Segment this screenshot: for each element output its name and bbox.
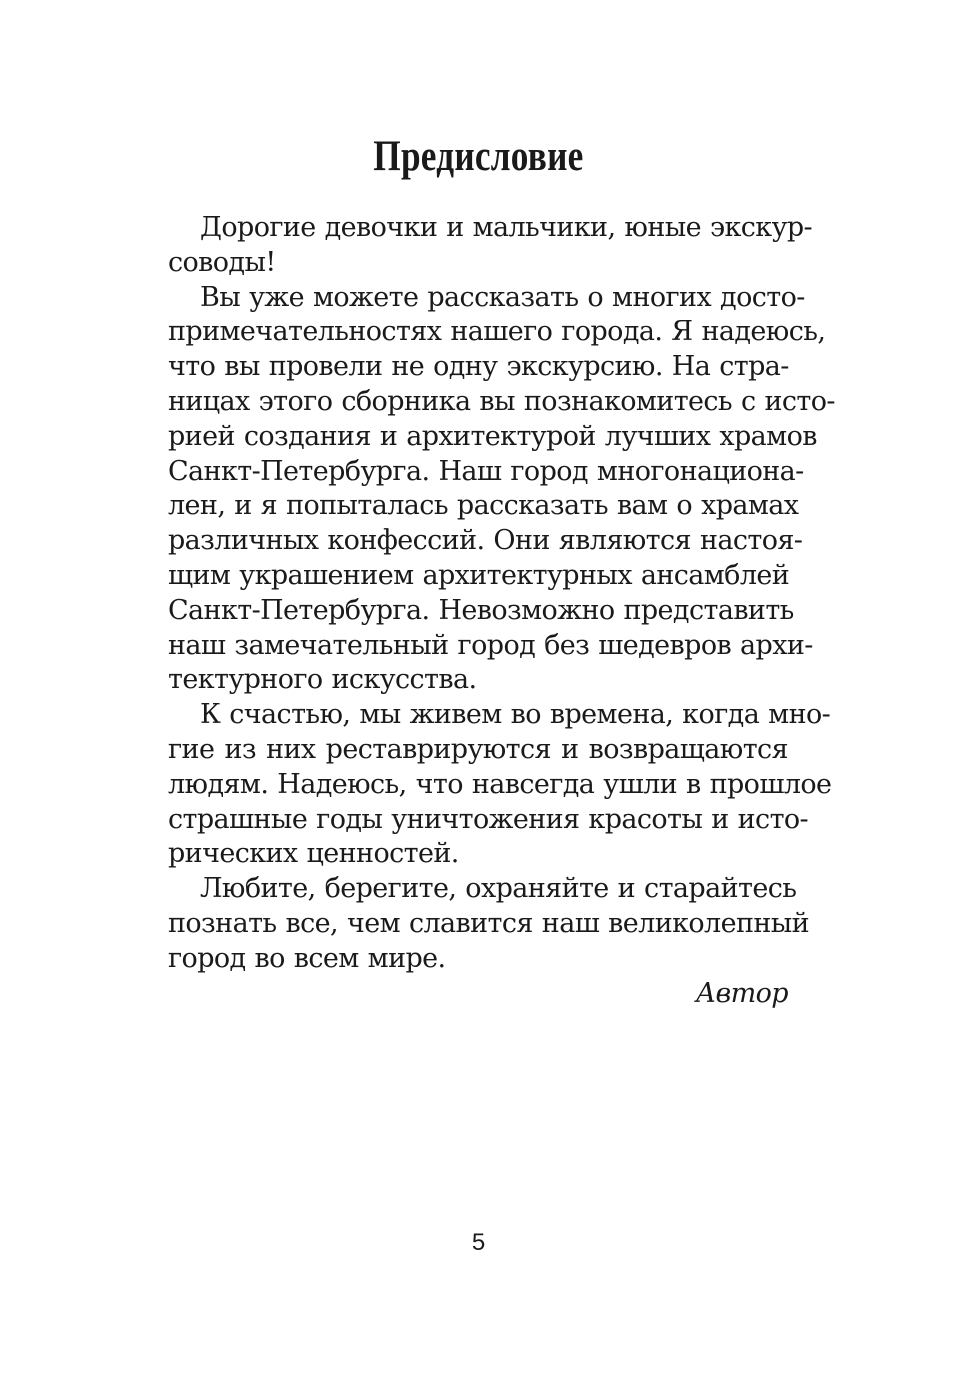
text-line: людям. Надеюсь, что навсегда ушли в прошлое <box>168 768 832 800</box>
text-line: щим украшением архитектурных ансамблей <box>168 559 790 591</box>
text-line: страшные годы уничтожения красоты и исто- <box>168 803 809 835</box>
text-line: рией создания и архитектурой лучших храмов <box>168 420 817 452</box>
text-line: примечательностях нашего города. Я надеюсь, <box>168 316 826 348</box>
text-line: гие из них реставрируются и возвращаются <box>168 733 788 765</box>
text-line: наш замечательный город без шедевров архи- <box>168 629 813 661</box>
text-line: К счастью, мы живем во времена, когда мно- <box>200 699 831 731</box>
preface-text <box>168 211 835 1011</box>
page-number: 5 <box>471 1229 486 1256</box>
text-line: Санкт-Петербурга. Невозможно представить <box>168 594 794 626</box>
page-title: Предисловие <box>373 133 584 180</box>
text-line: Вы уже можете рассказать о многих досто- <box>200 281 805 313</box>
text-line: лен, и я попыталась рассказать вам о храмах <box>168 490 799 522</box>
text-line: город во всем мире. <box>168 942 446 974</box>
text-line: соводы! <box>168 246 276 278</box>
text-line: Санкт-Петербурга. Наш город многонациона- <box>168 455 804 487</box>
text-line: Любите, берегите, охраняйте и старайтесь <box>200 873 797 905</box>
text-line: что вы провели не одну экскурсию. На стра- <box>168 351 789 383</box>
text-line: Дорогие девочки и мальчики, юные экскур- <box>200 212 813 243</box>
author-signature: Автор <box>695 977 788 1009</box>
text-line: познать все, чем славится наш великолепный <box>168 907 810 939</box>
text-line: различных конфессий. Они являются настоя- <box>168 525 803 557</box>
text-line: тектурного искусства. <box>168 664 477 696</box>
text-line: ницах этого сборника вы познакомитесь с исто- <box>168 385 835 417</box>
text-line: рических ценностей. <box>168 838 459 870</box>
